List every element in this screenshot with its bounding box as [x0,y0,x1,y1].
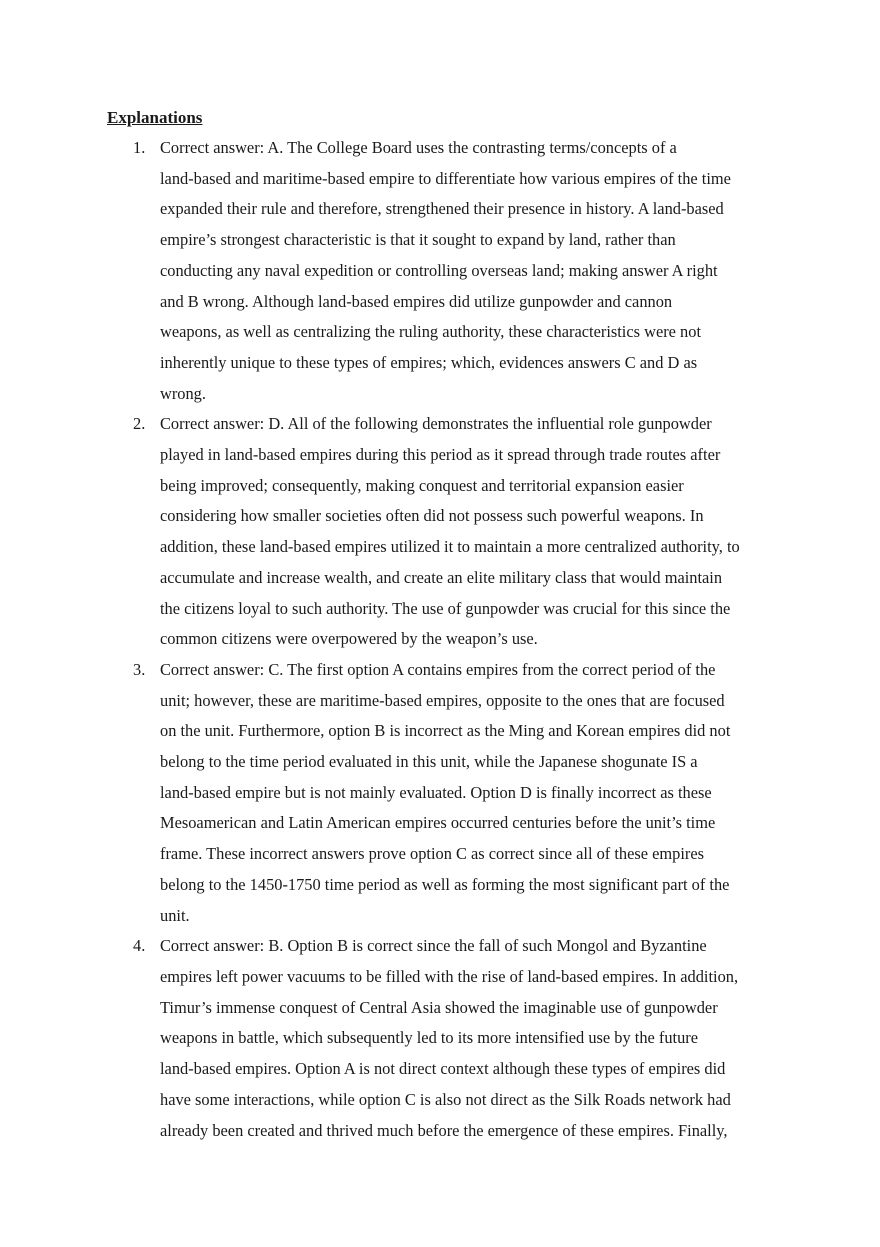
item-text-line: have some interactions, while option C is also not direct as the Silk Roads network had [160,1089,731,1109]
item-text-line: weapons, as well as centralizing the ruling authority, these characteristics were not [160,322,701,342]
explanation-item [107,655,775,931]
item-text-line: expanded their rule and therefore, strengthened their presence in history. A land-based [160,199,724,219]
item-text-line: belong to the 1450-1750 time period as well as forming the most significant part of the [160,874,730,894]
item-text-line: on the unit. Furthermore, option B is incorrect as the Ming and Korean empires did not [160,721,731,741]
item-text-line: common citizens were overpowered by the weapon’s use. [160,629,538,649]
item-text-line: weapons in battle, which subsequently led to its more intensified use by the future [160,1028,699,1048]
item-text-line: unit; however, these are maritime-based empires, opposite to the ones that are focused [160,690,725,710]
item-text-line: the citizens loyal to such authority. The use of gunpowder was crucial for this since the [160,598,731,618]
explanation-item [107,133,775,409]
item-text-line: Correct answer: A. The College Board uses the contrasting terms/concepts of a [160,138,677,157]
item-text-line: land-based and maritime-based empire to differentiate how various empires of the time [160,168,731,188]
item-text-line: being improved; consequently, making conquest and territorial expansion easier [160,475,684,495]
item-text-line: wrong. [160,383,206,403]
item-text-line: Correct answer: B. Option B is correct since the fall of such Mongol and Byzantine [160,936,707,956]
item-text-line: frame. These incorrect answers prove option C as correct since all of these empires [160,844,705,864]
explanation-item [107,409,775,655]
item-number: 3. [133,659,146,679]
item-text-line: Timur’s immense conquest of Central Asia showed the imaginable use of gunpowder [160,997,718,1017]
item-text-line: land-based empire but is not mainly evaluated. Option D is finally incorrect as these [160,782,712,802]
item-text-line: played in land-based empires during this period as it spread through trade routes after [160,445,721,465]
item-text-line: empires left power vacuums to be filled with the rise of land-based empires. In addition, [160,966,739,986]
item-text-line: conducting any naval expedition or controlling overseas land; making answer A right [160,260,718,280]
item-text-line: already been created and thrived much before the emergence of these empires. Finally, [160,1120,728,1140]
item-text-line: and B wrong. Although land-based empires did utilize gunpowder and cannon [160,291,673,311]
item-text-line: belong to the time period evaluated in this unit, while the Japanese shogunate IS a [160,752,698,772]
item-text-line: Correct answer: D. All of the following demonstrates the influential role gunpowder [160,414,712,434]
item-text-line: inherently unique to these types of empires; which, evidences answers C and D as [160,352,698,372]
item-text-line: unit. [160,905,190,925]
item-text-line: accumulate and increase wealth, and create an elite military class that would maintain [160,567,723,587]
item-text-line: Mesoamerican and Latin American empires occurred centuries before the unit’s time [160,813,716,833]
item-number: 2. [133,414,146,434]
page-title: Explanations [107,108,203,127]
item-text-line: land-based empires. Option A is not direct context although these types of empires did [160,1059,726,1079]
explanation-item [107,931,775,1146]
item-text-line: addition, these land-based empires utilized it to maintain a more centralized authority, to [160,537,740,557]
item-number: 1. [133,138,146,157]
item-text-line: considering how smaller societies often did not possess such powerful weapons. In [160,506,704,526]
item-text-line: Correct answer: C. The first option A contains empires from the correct period of the [160,659,716,679]
item-text-line: empire’s strongest characteristic is that it sought to expand by land, rather than [160,230,676,250]
explanation-list [107,133,775,1146]
item-number: 4. [133,936,146,956]
